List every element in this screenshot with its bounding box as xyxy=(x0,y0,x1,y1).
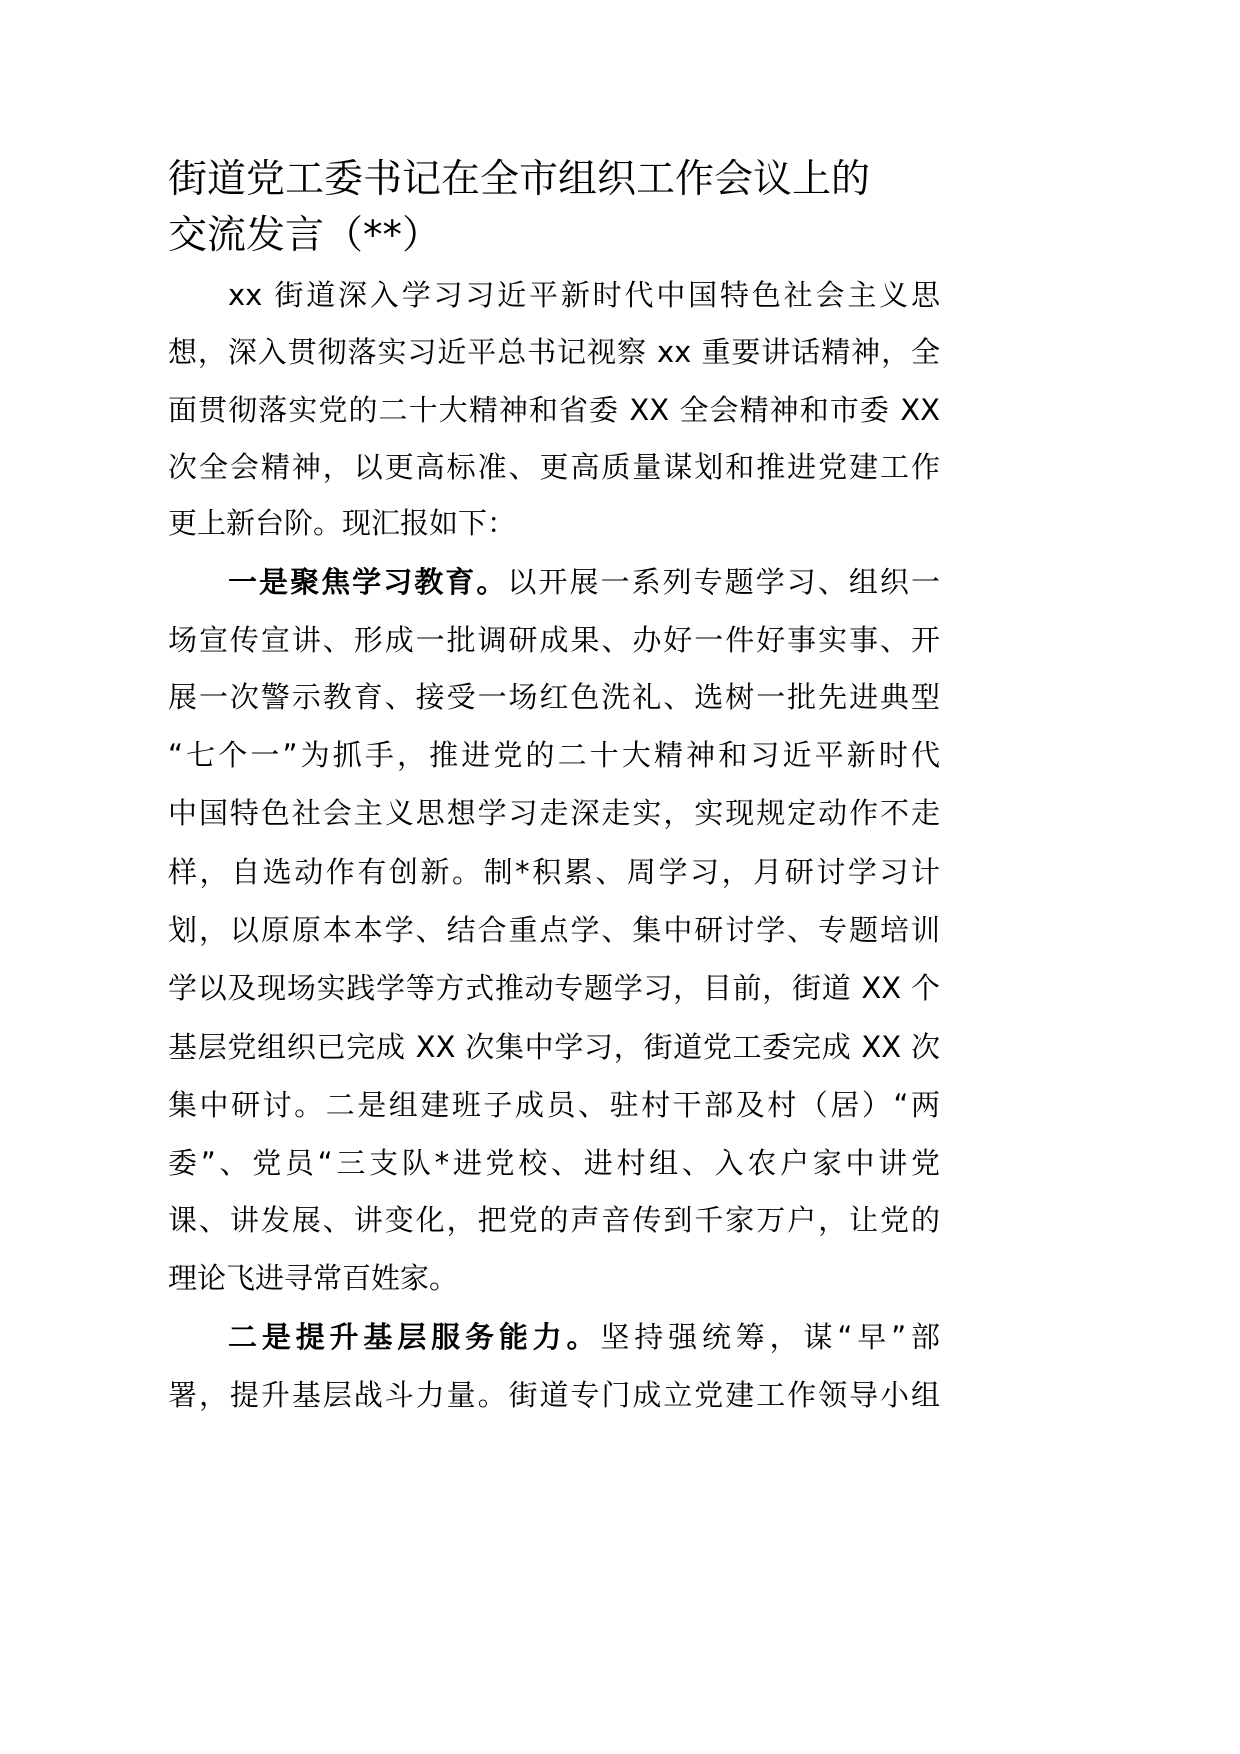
section-heading: 一是聚焦学习教育。 xyxy=(228,565,508,599)
text-line xyxy=(168,562,940,602)
text-line xyxy=(168,1317,940,1357)
text-span: 坚持强统筹，谋“早”部 xyxy=(600,1320,940,1354)
document-title-line-2: 交流发言（**） xyxy=(168,213,442,258)
text-span: 以开展一系列专题学习、组织一 xyxy=(507,565,940,599)
text-line: 集中研讨。二是组建班子成员、驻村干部及村（居）“两 xyxy=(168,1088,940,1122)
text-line: 次全会精神，以更高标准、更高质量谋划和推进党建工作 xyxy=(168,450,940,484)
text-line: 基层党组织已完成 XX 次集中学习，街道党工委完成 XX 次 xyxy=(168,1030,940,1064)
text-line: 展一次警示教育、接受一场红色洗礼、选树一批先进典型 xyxy=(168,680,940,714)
text-line: 委”、党员“三支队*进党校、进村组、入农户家中讲党 xyxy=(168,1146,940,1180)
text-line: 面贯彻落实党的二十大精神和省委 XX 全会精神和市委 XX xyxy=(168,393,940,427)
text-line: 学以及现场实践学等方式推动专题学习，目前，街道 XX 个 xyxy=(168,971,940,1005)
text-line: 样，自选动作有创新。制*积累、周学习，月研讨学习计 xyxy=(168,855,940,889)
document-title-line-1: 街道党工委书记在全市组织工作会议上的 xyxy=(168,157,871,202)
text-line: 课、讲发展、讲变化，把党的声音传到千家万户，让党的 xyxy=(168,1203,940,1237)
text-line: 署，提升基层战斗力量。街道专门成立党建工作领导小组 xyxy=(168,1378,940,1412)
text-line: 理论飞进寻常百姓家。 xyxy=(168,1261,459,1295)
text-line: 中国特色社会主义思想学习走深走实，实现规定动作不走 xyxy=(168,796,940,830)
text-line: “七个一”为抓手，推进党的二十大精神和习近平新时代 xyxy=(168,738,940,772)
section-heading: 二是提升基层服务能力。 xyxy=(228,1320,601,1354)
text-line: 场宣传宣讲、形成一批调研成果、办好一件好事实事、开 xyxy=(168,623,940,657)
text-line: 想，深入贯彻落实习近平总书记视察 xx 重要讲话精神，全 xyxy=(168,335,940,369)
text-line: 更上新台阶。现汇报如下： xyxy=(168,506,517,540)
text-line: xx 街道深入学习习近平新时代中国特色社会主义思 xyxy=(228,278,940,312)
text-line: 划，以原原本本学、结合重点学、集中研讨学、专题培训 xyxy=(168,913,940,947)
